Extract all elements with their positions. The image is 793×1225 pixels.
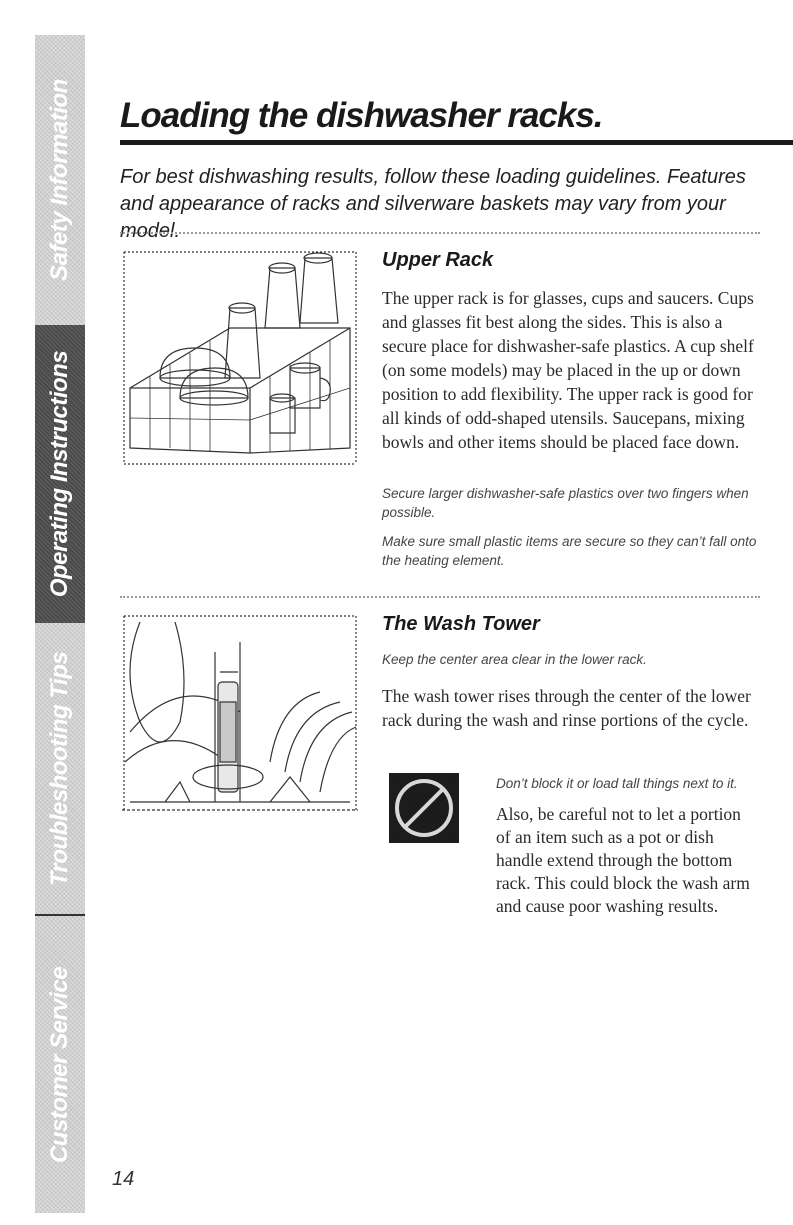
title-rule	[120, 140, 793, 145]
tab-label: Operating Instructions	[46, 350, 74, 598]
tab-label: Customer Service	[46, 966, 73, 1163]
upper-rack-illustration	[120, 248, 360, 468]
page-number: 14	[112, 1168, 135, 1190]
upper-rack-heading: Upper Rack	[382, 249, 494, 271]
section-tab-strip	[35, 35, 85, 1213]
wash-tower-note: Keep the center area clear in the lower rack.	[382, 652, 647, 667]
intro-text: For best dishwashing results, follow these loading guidelines. Features and appearance of racks and silverware baskets may vary from your model.	[120, 166, 746, 242]
section-divider	[120, 596, 760, 598]
upper-rack-note-plastics: Secure larger dishwasher-safe plastics over two fingers when possible.	[382, 486, 749, 520]
tab-troubleshooting-tips[interactable]	[35, 623, 85, 914]
wash-tower-heading: The Wash Tower	[382, 613, 540, 635]
tab-safety-information[interactable]	[35, 35, 85, 325]
wash-tower-caution-note: Don’t block it or load tall things next to it.	[496, 776, 738, 791]
tab-label: Troubleshooting Tips	[46, 651, 74, 886]
upper-rack-note-small-items: Make sure small plastic items are secure so they can’t fall onto the heating element.	[382, 534, 757, 568]
wash-tower-body: The wash tower rises through the center of the lower rack during the wash and rinse portions of the cycle.	[382, 686, 751, 730]
page-title: Loading the dishwasher racks.	[120, 96, 603, 135]
tab-customer-service[interactable]	[35, 916, 85, 1213]
prohibition-icon	[389, 773, 459, 843]
upper-rack-body: The upper rack is for glasses, cups and saucers. Cups and glasses fit best along the sides. This is also a secure place for dishwasher-safe plastics. A cup shelf (on some models) may be placed in the up or down position to add flexibility. The upper rack is good for all kinds of odd-shaped utensils. Saucepans, mixing bowls and other items should be placed face down.	[382, 288, 754, 452]
wash-tower-caution-text: Also, be careful not to let a portion of an item such as a pot or dish handle extend through the bottom rack. This could block the wash arm and cause poor washing results.	[496, 804, 750, 916]
section-divider	[120, 232, 760, 234]
tab-label: Safety Information	[46, 79, 74, 281]
tab-operating-instructions[interactable]	[35, 325, 85, 623]
wash-tower-illustration	[120, 612, 360, 817]
